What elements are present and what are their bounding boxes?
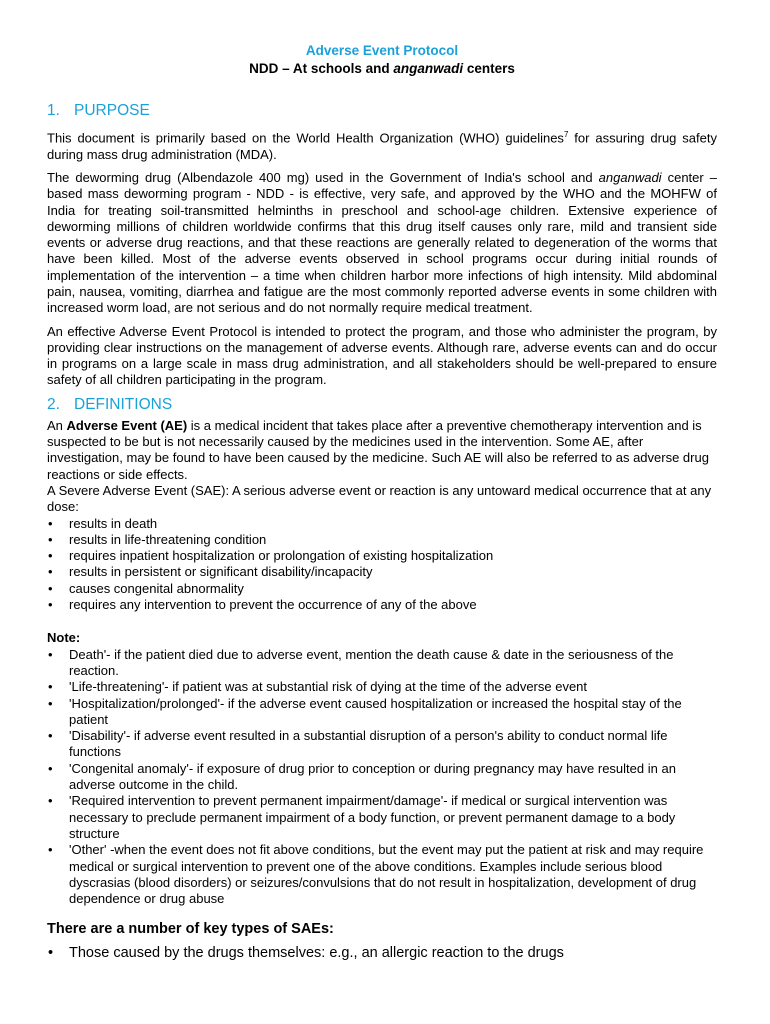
list-item: • results in life-threatening condition — [47, 532, 717, 548]
list-item: • requires any intervention to prevent the occurrence of any of the above — [47, 597, 717, 613]
section-heading-purpose: 1. PURPOSE — [47, 102, 150, 119]
note-heading: Note: — [47, 630, 81, 646]
document-page — [47, 42, 717, 963]
purpose-paragraph-2: The deworming drug (Albendazole 400 mg) used in the Government of India's school and anganwadi center – based mass deworming program - NDD - is effective, very safe, and approved by the WHO and the MOHFW of India for treating soil-transmitted helminths in preschool and school-age children. Extensive experience of deworming millions of children worldwide confirms that this drug itself causes only rare, mild and transient side events or adverse drug reactions, and that these reactions are generally related to degeneration of the worms that have been killed. Most of the adverse events observed in school programs occur during initial rounds of implementation of the intervention – a time when children harbor more infections of high intensity. Mild abdominal pain, nausea, vomiting, diarrhea and fatigue are the most commonly reported adverse events in some children with increased worm load, are not serious and do not normally require medical treatment. — [47, 169, 717, 316]
list-item: • causes congenital abnormality — [47, 581, 717, 597]
document-subtitle: NDD – At schools and anganwadi centers — [249, 61, 515, 76]
document-title: Adverse Event Protocol — [305, 43, 459, 58]
purpose-paragraph-3: An effective Adverse Event Protocol is intended to protect the program, and those who administer the program, by providing clear instructions on the management of adverse events. Although rare, adverse events can and do occur in programs on a large scale in mass drug administration, and all stakeholders should be well-prepared to ensure safety of all children participating in the program. — [47, 323, 717, 388]
list-item: • Death'- if the patient died due to adverse event, mention the death cause & date in the seriousness of the reaction. — [47, 647, 717, 680]
adverse-event-definition: An Adverse Event (AE) is a medical incident that takes place after a preventive chemotherapy intervention and is suspected to be but is not necessarily caused by the medicines used in the intervention. Some AE, after investigation, may be found to have been caused by the medicine. Such AE will also be referred to as adverse drug reactions or side effects. — [47, 417, 709, 482]
note-list — [47, 647, 717, 908]
sae-criteria-list — [47, 516, 717, 614]
list-item: • 'Life-threatening'- if patient was at substantial risk of dying at the time of the adverse event — [47, 679, 717, 695]
section-heading-definitions: 2. DEFINITIONS — [47, 395, 173, 413]
list-item: • Those caused by the drugs themselves: e.g., an allergic reaction to the drugs — [47, 944, 717, 963]
list-item: • 'Hospitalization/prolonged'- if the adverse event caused hospitalization or increased the hospital stay of the patient — [47, 696, 717, 729]
list-item: • 'Required intervention to prevent permanent impairment/damage'- if medical or surgical intervention was necessary to preclude permanent impairment of a body function, or prevent permanent damage to a body structure — [47, 793, 717, 842]
list-item: • 'Congenital anomaly'- if exposure of drug prior to conception or during pregnancy may have resulted in an adverse outcome in the child. — [47, 761, 717, 794]
list-item: • 'Disability'- if adverse event resulted in a substantial disruption of a person's ability to conduct normal life functions — [47, 728, 717, 761]
key-types-list — [47, 944, 717, 963]
list-item: • 'Other' -when the event does not fit above conditions, but the event may put the patient at risk and may require medical or surgical intervention to prevent one of the above conditions. Examples include serious blood dyscrasias (blood disorders) or seizures/convulsions that do not result in hospitalization, development of drug dependence or drug abuse — [47, 842, 717, 907]
list-item: • results in death — [47, 516, 717, 532]
severe-adverse-event-definition: A Severe Adverse Event (SAE): A serious adverse event or reaction is any untoward medical occurrence that at any dose: — [47, 482, 712, 515]
key-types-heading: There are a number of key types of SAEs: — [47, 921, 334, 938]
purpose-paragraph-1: This document is primarily based on the World Health Organization (WHO) guidelines$^7$ for assuring drug safety during mass drug administration (MDA). — [47, 130, 717, 162]
list-item: • results in persistent or significant disability/incapacity — [47, 564, 717, 580]
list-item: • requires inpatient hospitalization or prolongation of existing hospitalization — [47, 548, 717, 564]
